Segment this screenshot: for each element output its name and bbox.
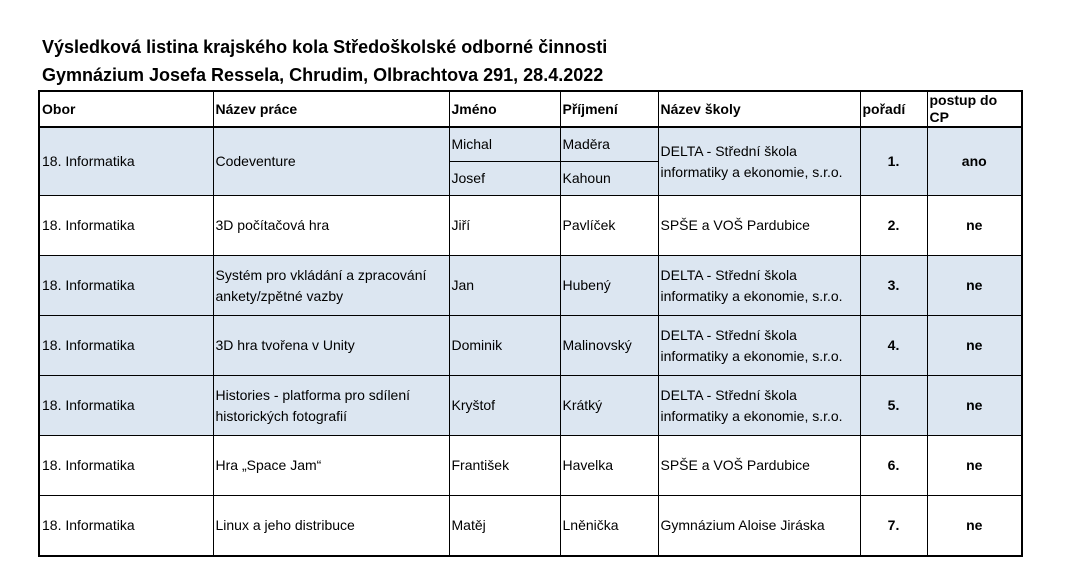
header-row bbox=[39, 91, 1022, 127]
table-row bbox=[39, 127, 1022, 162]
cell-nazev-prace: 3D hra tvořena v Unity bbox=[213, 316, 449, 376]
cell-postup: ne bbox=[927, 256, 1022, 316]
cell-poradi: 5. bbox=[860, 376, 927, 436]
document-title: Výsledková listina krajského kola Středoškolské odborné činnosti bbox=[42, 37, 608, 57]
cell-obor: 18. Informatika bbox=[39, 376, 213, 436]
cell-nazev-skoly: DELTA - Střední škola informatiky a ekonomie, s.r.o. bbox=[658, 316, 860, 376]
cell-postup: ne bbox=[927, 196, 1022, 256]
column-header-nazev-prace: Název práce bbox=[213, 91, 449, 127]
cell-obor: 18. Informatika bbox=[39, 196, 213, 256]
cell-prijmeni: Pavlíček bbox=[560, 196, 658, 256]
cell-obor: 18. Informatika bbox=[39, 127, 213, 196]
cell-nazev-skoly: DELTA - Střední škola informatiky a ekonomie, s.r.o. bbox=[658, 256, 860, 316]
table-row bbox=[39, 256, 1022, 316]
cell-nazev-skoly: DELTA - Střední škola informatiky a ekonomie, s.r.o. bbox=[658, 127, 860, 196]
cell-postup: ne bbox=[927, 496, 1022, 557]
cell-poradi: 4. bbox=[860, 316, 927, 376]
cell-jmeno: Michal bbox=[449, 127, 560, 162]
cell-prijmeni: Havelka bbox=[560, 436, 658, 496]
cell-nazev-skoly: SPŠE a VOŠ Pardubice bbox=[658, 436, 860, 496]
cell-prijmeni: Kahoun bbox=[560, 162, 658, 196]
cell-jmeno: Jiří bbox=[449, 196, 560, 256]
cell-poradi: 2. bbox=[860, 196, 927, 256]
cell-nazev-prace: Systém pro vkládání a zpracování ankety/zpětné vazby bbox=[213, 256, 449, 316]
cell-prijmeni: Hubený bbox=[560, 256, 658, 316]
cell-postup: ne bbox=[927, 316, 1022, 376]
cell-poradi: 6. bbox=[860, 436, 927, 496]
table-row bbox=[39, 496, 1022, 557]
column-header-postup: postup do CP bbox=[927, 91, 1022, 127]
column-header-poradi: pořadí bbox=[860, 91, 927, 127]
cell-prijmeni: Malinovský bbox=[560, 316, 658, 376]
cell-jmeno: Kryštof bbox=[449, 376, 560, 436]
cell-jmeno: Jan bbox=[449, 256, 560, 316]
cell-poradi: 7. bbox=[860, 496, 927, 557]
cell-obor: 18. Informatika bbox=[39, 256, 213, 316]
cell-poradi: 1. bbox=[860, 127, 927, 196]
cell-jmeno: Josef bbox=[449, 162, 560, 196]
cell-jmeno: Dominik bbox=[449, 316, 560, 376]
table-row bbox=[39, 316, 1022, 376]
column-header-prijmeni: Příjmení bbox=[560, 91, 658, 127]
cell-nazev-skoly: DELTA - Střední škola informatiky a ekonomie, s.r.o. bbox=[658, 376, 860, 436]
cell-postup: ne bbox=[927, 436, 1022, 496]
table-row bbox=[39, 436, 1022, 496]
cell-nazev-prace: Hra „Space Jam“ bbox=[213, 436, 449, 496]
table-row bbox=[39, 376, 1022, 436]
cell-nazev-skoly: Gymnázium Aloise Jiráska bbox=[658, 496, 860, 557]
cell-obor: 18. Informatika bbox=[39, 436, 213, 496]
cell-obor: 18. Informatika bbox=[39, 316, 213, 376]
cell-nazev-prace: Codeventure bbox=[213, 127, 449, 196]
column-header-obor: Obor bbox=[39, 91, 213, 127]
cell-nazev-prace: 3D počítačová hra bbox=[213, 196, 449, 256]
cell-jmeno: Matěj bbox=[449, 496, 560, 557]
cell-prijmeni: Krátký bbox=[560, 376, 658, 436]
cell-nazev-prace: Histories - platforma pro sdílení historických fotografií bbox=[213, 376, 449, 436]
results-table bbox=[38, 90, 1023, 557]
column-header-jmeno: Jméno bbox=[449, 91, 560, 127]
cell-nazev-prace: Linux a jeho distribuce bbox=[213, 496, 449, 557]
cell-postup: ne bbox=[927, 376, 1022, 436]
cell-postup: ano bbox=[927, 127, 1022, 196]
cell-prijmeni: Lněnička bbox=[560, 496, 658, 557]
cell-prijmeni: Maděra bbox=[560, 127, 658, 162]
table-row bbox=[39, 196, 1022, 256]
document-subtitle: Gymnázium Josefa Ressela, Chrudim, Olbrachtova 291, 28.4.2022 bbox=[42, 65, 604, 85]
cell-obor: 18. Informatika bbox=[39, 496, 213, 557]
cell-nazev-skoly: SPŠE a VOŠ Pardubice bbox=[658, 196, 860, 256]
cell-jmeno: František bbox=[449, 436, 560, 496]
cell-poradi: 3. bbox=[860, 256, 927, 316]
column-header-nazev-skoly: Název školy bbox=[658, 91, 860, 127]
